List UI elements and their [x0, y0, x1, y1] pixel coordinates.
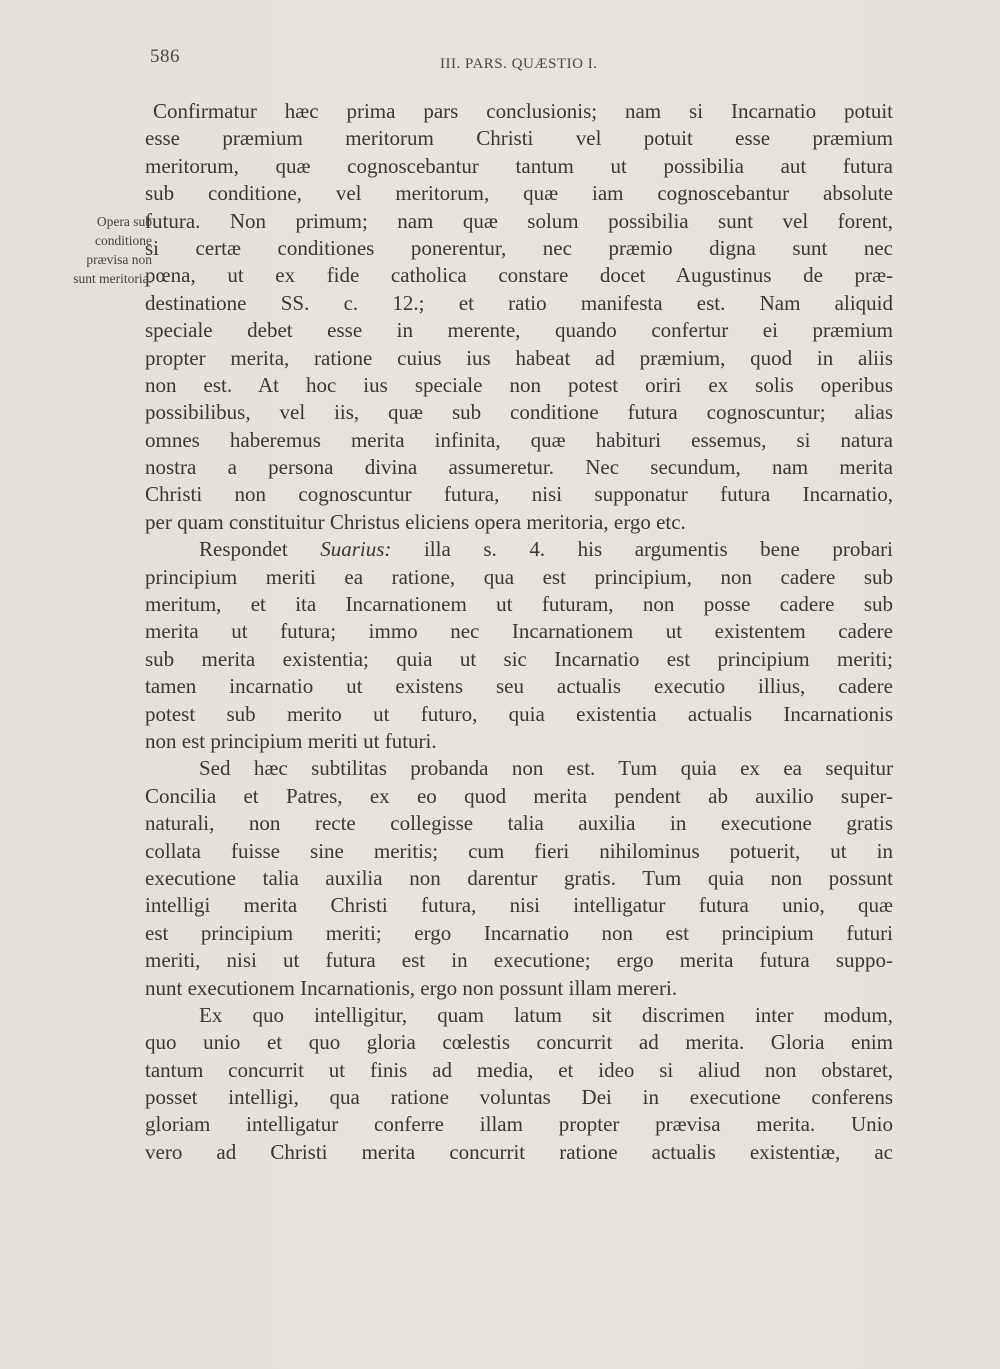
text-line: esse præmium meritorum Christi vel potuit esse præmium	[145, 126, 893, 151]
text-line: collata fuisse sine meritis; cum fieri nihilominus potuerit, ut in	[145, 838, 893, 863]
text-line: omnes haberemus merita infinita, quæ habituri essemus, si natura	[145, 427, 893, 452]
text-line: gloriam intelligatur conferre illam propter prævisa merita. Unio	[145, 1112, 893, 1137]
text-line: propter merita, ratione cuius ius habeat ad præmium, quod in aliis	[145, 345, 893, 370]
author-name: Suarius:	[320, 537, 392, 562]
text-line: destinatione SS. c. 12.; et ratio manifesta est. Nam aliquid	[145, 290, 893, 315]
text-line: intelligi merita Christi futura, nisi intelligatur futura unio, quæ	[145, 893, 893, 918]
text-line: tamen incarnatio ut existens seu actualis executio illius, cadere	[145, 674, 893, 699]
text-line: principium meriti ea ratione, qua est principium, non cadere sub	[145, 564, 893, 589]
text-line: est principium meriti; ergo Incarnatio non est principium futuri	[145, 920, 893, 945]
margin-note-line: conditione	[95, 233, 152, 248]
margin-note-line: Opera sub	[96, 214, 152, 229]
text-line: per quam constituitur Christus eliciens opera meritoria, ergo etc.	[145, 509, 686, 534]
text-line: meritorum, quæ cognoscebantur tantum ut possibilia aut futura	[145, 153, 893, 178]
text-line	[145, 536, 893, 563]
text-segment: illa s. 4. his argumentis bene probari	[423, 537, 894, 562]
text-line: nostra a persona divina assumeretur. Nec secundum, nam merita	[145, 455, 893, 480]
text-line: sub conditione, vel meritorum, quæ iam cognoscebantur absolute	[145, 181, 893, 206]
text-line: tantum concurrit ut finis ad media, et ideo si aliud non obstaret,	[145, 1057, 893, 1082]
text-line: non est principium meriti ut futuri.	[145, 728, 437, 753]
text-line: Confirmatur hæc prima pars conclusionis; nam si Incarnatio potuit	[153, 99, 893, 123]
text-line: meriti, nisi ut futura est in executione; ergo merita futura suppo-	[145, 948, 893, 973]
text-line: sub merita existentia; quia ut sic Incarnatio est principium meriti;	[145, 646, 893, 671]
text-line: potest sub merito ut futuro, quia existentia actualis Incarnationis	[145, 701, 893, 726]
margin-note-line: sunt meritoria.	[73, 271, 152, 286]
text-line: pœna, ut ex fide catholica constare docet Augustinus de præ-	[145, 263, 893, 288]
text-line: nunt executionem Incarnationis, ergo non possunt illam mereri.	[145, 975, 678, 1000]
text-line: speciale debet esse in merente, quando confertur ei præmium	[145, 318, 893, 343]
text-line: merita ut futura; immo nec Incarnationem ut existentem cadere	[145, 619, 893, 644]
text-line: futura. Non primum; nam quæ solum possibilia sunt vel forent,	[145, 208, 893, 233]
text-line: Sed hæc subtilitas probanda non est. Tum quia ex ea sequitur	[199, 756, 893, 781]
text-line: non est. At hoc ius speciale non potest oriri ex solis operibus	[145, 372, 893, 397]
body-text	[145, 98, 893, 1166]
text-line: si certæ conditiones ponerentur, nec præmio digna sunt nec	[145, 235, 893, 260]
text-line: vero ad Christi merita concurrit ratione actualis existentiæ, ac	[145, 1139, 893, 1164]
margin-note	[40, 212, 152, 288]
text-line: Ex quo intelligitur, quam latum sit discrimen inter modum,	[199, 1002, 893, 1027]
text-line: naturali, non recte collegisse talia auxilia in executione gratis	[145, 811, 893, 836]
page-number: 586	[150, 46, 180, 67]
text-line: possibilibus, vel iis, quæ sub conditione futura cognoscuntur; alias	[145, 400, 893, 425]
text-line: Christi non cognoscuntur futura, nisi supponatur futura Incarnatio,	[145, 482, 893, 507]
running-head: III. PARS. QUÆSTIO I.	[440, 56, 598, 72]
text-line: meritum, et ita Incarnationem ut futuram, non posse cadere sub	[145, 592, 893, 617]
text-line: Concilia et Patres, ex eo quod merita pendent ab auxilio super-	[145, 783, 893, 808]
text-line: executione talia auxilia non darentur gratis. Tum quia non possunt	[145, 865, 893, 890]
margin-note-line: prævisa non	[86, 252, 152, 267]
text-line: quo unio et quo gloria cœlestis concurrit ad merita. Gloria enim	[145, 1030, 893, 1055]
text-line: posset intelligi, qua ratione voluntas Dei in executione conferens	[145, 1085, 893, 1110]
text-segment: Respondet	[199, 537, 288, 562]
